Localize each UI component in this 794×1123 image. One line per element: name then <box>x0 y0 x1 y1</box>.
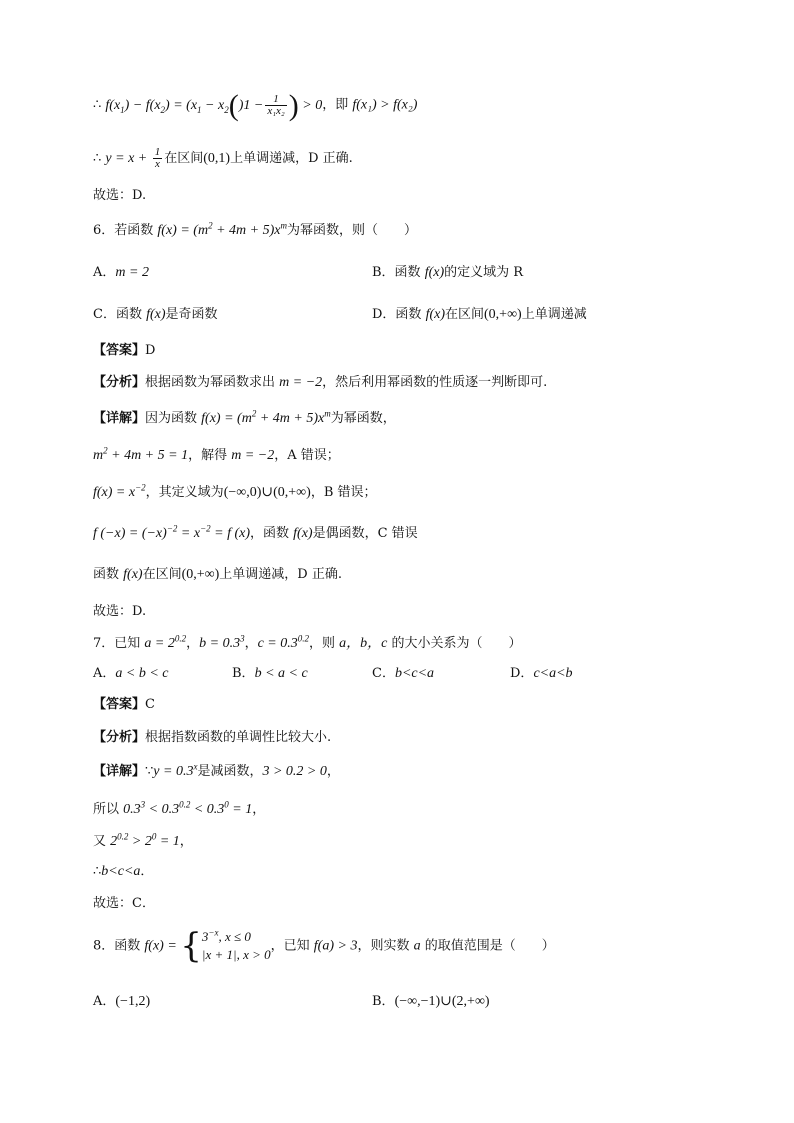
q6-detail-step-a: $m^2 + 4m + 5 = 1$，解得 m = −2，A 错误； <box>93 445 340 463</box>
fraction: $\frac{1}{x}$ <box>154 146 161 170</box>
q6-option-a: A．m = 2 <box>93 265 149 280</box>
conclusion-math: f(x₁) > f(x₂) <box>352 97 418 113</box>
q7-stem: 7．已知 $a = 2^{0.2}$，$b = 0.3^3$，$c = 0.3^{0.2}$，则 a，b，c 的大小关系为（ ） <box>93 633 522 651</box>
proof-line-inequality: ∴ $f(x_1) - f(x_2) = (x_1 - x_2()1$ − $\frac{1}{\text{x₁x₂}}$ ) > 0，即 f(x₁) > f(x₂) <box>93 88 418 122</box>
q6-detail-step-b: $f(x) = x^{-2}$，其定义域为(−∞,0)∪(0,+∞)，B 错误； <box>93 482 377 500</box>
q7-detail: 【详解】∵y = $0.3^x$是减函数，3 > 0.2 > 0， <box>93 761 340 779</box>
q6-option-c: C．函数 f(x)是奇函数 <box>93 307 218 322</box>
math-expression: $f(x_1) - f(x_2) = (x_1 - x_2$ <box>105 97 229 115</box>
fraction: $\frac{1}{\text{x₁x₂}}$ <box>267 93 285 117</box>
q6-stem: 6．若函数 $f(x) = (m^2 + 4m + 5)x^m$为幂函数，则（ ） <box>93 220 417 238</box>
choice-line: 故选：D. <box>93 188 147 203</box>
q7-answer: 【答案】C <box>93 697 155 712</box>
q6-choice: 故选：D. <box>93 604 147 619</box>
piecewise-cases: $3^{-x}$, x ≤ 0 |x + 1|, x > 0 <box>201 927 271 962</box>
q7-option-b: B．b < a < c <box>232 666 308 681</box>
q7-option-a: A．a < b < c <box>93 666 169 681</box>
q7-analysis: 【分析】根据指数函数的单调性比较大小. <box>93 730 332 745</box>
q6-detail-step-c: f $(-x) = (-x)^{-2} = x^{-2} = f$ (x)，函数 f(x)是偶函数，C 错误 <box>93 523 418 541</box>
q6-detail: 【详解】因为函数 $f(x) = (m^2 + 4m + 5)x^m$为幂函数， <box>93 408 396 426</box>
q7-option-d: D．c<a<b <box>510 666 573 681</box>
piecewise-brace: { <box>180 926 202 966</box>
therefore-symbol: ∴ <box>93 97 106 113</box>
q8-option-a: A．(−1,2) <box>93 994 151 1009</box>
q7-step-2: 又 $2^{0.2} > 2^0 = 1$， <box>93 831 193 849</box>
math-factor: ()1 − $\frac{1}{\text{x₁x₂}}$ ) > 0 <box>228 88 323 122</box>
q6-option-d: D．函数 f(x)在区间(0,+∞)上单调递减 <box>372 307 587 322</box>
q6-analysis: 【分析】根据函数为幂函数求出 m = −2，然后利用幂函数的性质逐一判断即可. <box>93 375 548 390</box>
proof-line-monotonic: ∴ y = x + $\frac{1}{x}$ 在区间(0,1)上单调递减，D 正确. <box>93 146 353 170</box>
q8-option-b: B．(−∞,−1)∪(2,+∞) <box>372 994 490 1009</box>
q6-answer: 【答案】D <box>93 343 156 358</box>
q8-stem: 8．函数 f(x) = { $3^{-x}$, x ≤ 0 |x + 1|, x > 0 ，已知 f(a) > 3，则实数 a 的取值范围是（ ） <box>93 926 555 966</box>
q7-step-3: ∴b<c<a． <box>93 864 154 879</box>
q7-step-1: 所以 $0.3^3 < 0.3^{0.2} < 0.3^0 = 1$， <box>93 799 266 817</box>
q6-detail-step-d: 函数 f(x)在区间(0,+∞)上单调递减，D 正确. <box>93 567 342 582</box>
q6-option-b: B．函数 f(x)的定义域为 R <box>372 265 524 280</box>
q7-option-c: C．b<c<a <box>372 666 435 681</box>
q7-choice: 故选：C． <box>93 896 155 911</box>
